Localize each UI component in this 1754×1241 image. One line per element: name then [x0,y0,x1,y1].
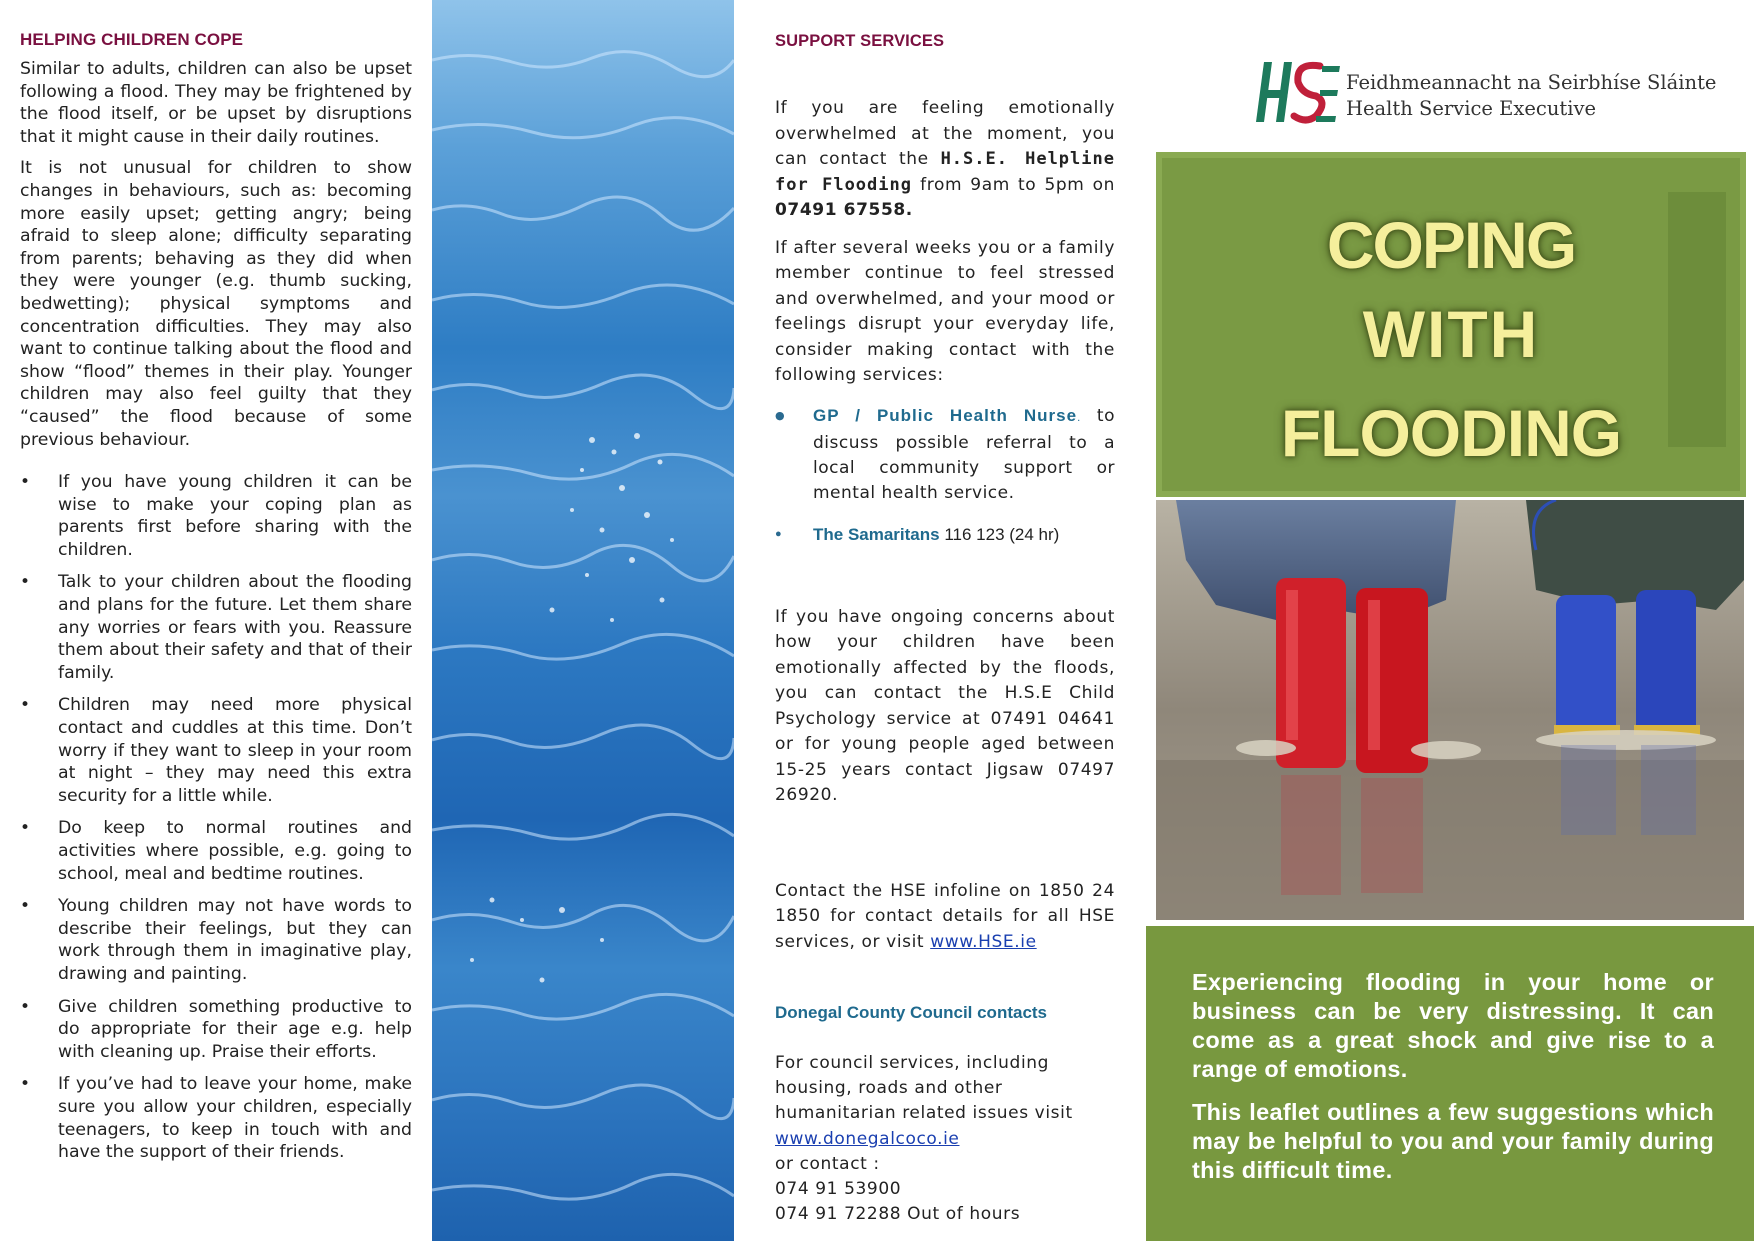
behaviour-paragraph: It is not unusual for children to show changes in behaviours, such as: becoming more easily upset; getting angry; being afraid to sleep alone; difficulty separating from parents; behaving as they did when they were younger (e.g. thumb sucking, bedwetting); physical symptoms and concentration difficulties. They may also want to continue talking about the flood and show “flood” themes in their play. Younger children may also feel guilty that they “caused” the flood because of some previous behaviour. [20,158,412,450]
intro-text-1: Experiencing flooding in your home or business can be very distressing. It can come as a great shock and give rise to a range of emotions. [1192,969,1714,1082]
tip-item: • If you’ve had to leave your home, make sure you allow your children, especially teenagers, to keep in touch with and have the support of their friends. [20,1073,412,1163]
tip-item: • Do keep to normal routines and activities where possible, e.g. going to school, meal and bedtime routines. [20,817,412,885]
helping-children-heading: HELPING CHILDREN COPE [20,30,244,49]
infoline-paragraph: Contact the HSE infoline on 1850 24 1850 for contact details for all HSE services, or visit www.HSE.ie [775,880,1115,952]
support-services-heading: SUPPORT SERVICES [775,32,945,50]
intro-paragraph: Similar to adults, children can also be upset following a flood. They may be frightened by the flood itself, or be upset by disruptions that it might cause in their daily routines. [20,59,412,147]
title-line-3: FLOODING [1280,396,1622,470]
services-intro-paragraph: If after several weeks you or a family member continue to feel stressed and overwhelmed, and your mood or feelings disrupt your everyday life, consider making contact with the following services: [775,237,1115,385]
water-ripples [432,0,734,1241]
intro-text-2: This leaflet outlines a few suggestions which may be helpful to you and your family during this difficult time. [1192,1099,1714,1183]
hse-logo [1250,52,1717,132]
helpline-phone: 07491 67558. [775,200,913,220]
child-psychology-paragraph: If you have ongoing concerns about how your children have been emotionally affected by the floods, you can contact the H.S.E Child Psychology service at 07491 04641 or for young people aged between 15-25 years contact Jigsaw 07497 26920. [775,606,1115,805]
wellington-boots-photo [1156,500,1744,920]
tip-item: • Children may need more physical contact and cuddles at this time. Don’t worry if they want to sleep in your room at night – they may need this extra security for a little while. [20,694,412,807]
tip-item: • If you have young children it can be wise to make your coping plan as parents first before sharing with the children. [20,471,412,561]
council-website-link[interactable]: www.donegalcoco.ie [775,1128,960,1149]
samaritans-label: The Samaritans [813,524,940,544]
helping-children-panel [20,30,412,1174]
helpline-paragraph: If you are feeling emotionally overwhelmed at the moment, you can contact the H.S.E. Helpline for Flooding from 9am to 5pm on 07491 67558. [775,98,1115,220]
gp-nurse-label: GP / Public Health Nurse [813,405,1078,425]
water-photo [432,0,734,1241]
logo-english-text: Health Service Executive [1346,97,1597,120]
title-line-2: WITH [1362,297,1540,371]
helpline-name: H.S.E. Helpline for Flooding [775,149,1115,195]
hse-logo-icon [1250,52,1342,132]
service-item-samaritans: ● The Samaritans 116 123 (24 hr) [775,522,1115,547]
intro-block [1146,926,1754,1241]
title-line-1: COPING [1326,208,1576,282]
tip-item: • Talk to your children about the flooding and plans for the future. Let them share any worries or fears with you. Reassure them about their safety and that of their family. [20,571,412,684]
support-services-panel [775,32,1115,1227]
service-item-gp: ● GP / Public Health Nurse. to discuss possible referral to a local community support or mental health service. [775,403,1115,506]
tip-item: • Give children something productive to do appropriate for their age e.g. help with cleaning up. Praise their efforts. [20,996,412,1064]
logo-irish-text: Feidhmeannacht na Seirbhíse Sláinte [1346,71,1717,94]
title-block [1156,152,1746,497]
tip-item: • Young children may not have words to describe their feelings, but they can work through them in imaginative play, drawing and painting. [20,895,412,985]
services-list [775,403,1115,547]
tips-list [20,471,412,1164]
hse-website-link[interactable]: www.HSE.ie [930,931,1037,952]
council-contacts: For council services, including housing, roads and other humanitarian related issues visit www.donegalcoco.ie or contact : 074 91 53900 074 91 72288 Out of hours [775,1053,1073,1225]
council-contacts-heading: Donegal County Council contacts [775,1003,1048,1022]
boots-illustration [1156,500,1744,920]
